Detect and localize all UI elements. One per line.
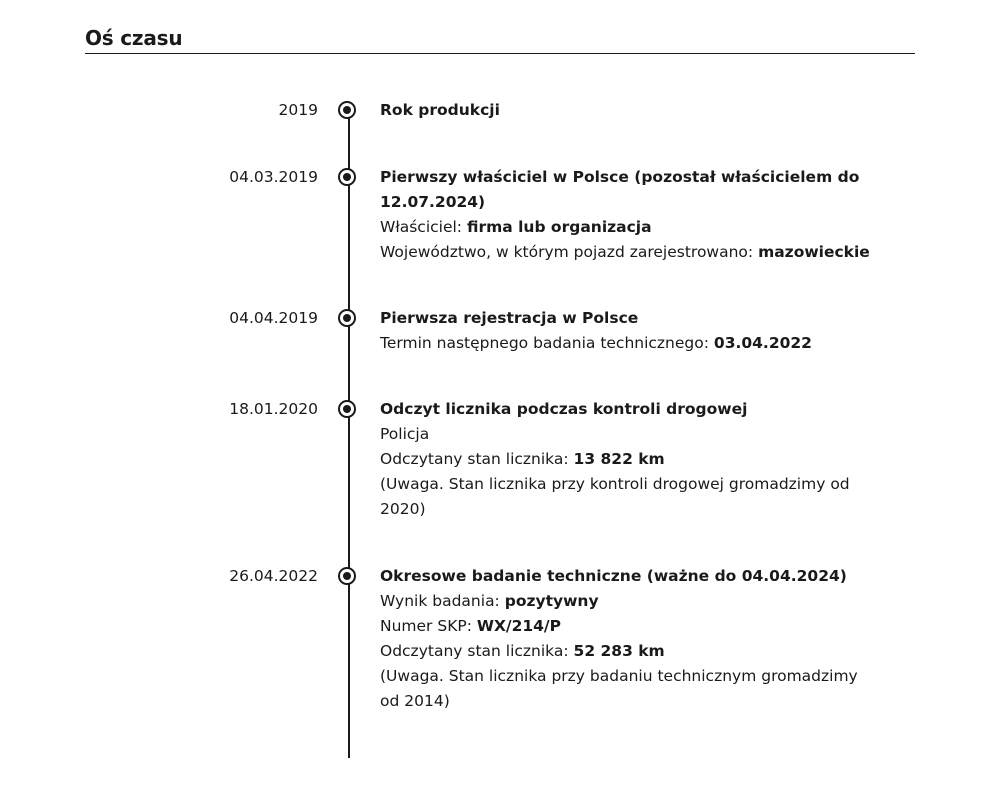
result-value: pozytywny — [504, 592, 599, 610]
entry-body — [380, 397, 870, 522]
entry-title: Okresowe badanie techniczne (ważne do 04.04.2024) — [380, 567, 847, 585]
entry-title: Pierwsza rejestracja w Polsce — [380, 309, 639, 327]
entry-title: Odczyt licznika podczas kontroli drogowej — [380, 400, 748, 418]
next-inspection-row — [380, 331, 870, 356]
entry-date: 2019 — [278, 101, 318, 119]
timeline-header — [85, 24, 915, 54]
note-text: (Uwaga. Stan licznika przy badaniu technicznym gromadzimy od 2014) — [380, 667, 858, 710]
station-label: Numer SKP: — [380, 617, 477, 635]
next-inspection-value: 03.04.2022 — [713, 334, 812, 352]
station-value: WX/214/P — [476, 617, 561, 635]
entry-title: Pierwszy właściciel w Polsce (pozostał właścicielem do 12.07.2024) — [380, 168, 860, 211]
entry-body — [380, 306, 870, 356]
source-text: Policja — [380, 425, 430, 443]
odometer-label: Odczytany stan licznika: — [380, 642, 574, 660]
note-text: (Uwaga. Stan licznika przy kontroli drogowej gromadzimy od 2020) — [380, 475, 850, 518]
entry-title: Rok produkcji — [380, 101, 500, 119]
entry-date: 04.03.2019 — [229, 168, 318, 186]
result-label: Wynik badania: — [380, 592, 505, 610]
odometer-row — [380, 447, 870, 472]
page-title: Oś czasu — [85, 26, 183, 50]
entry-body — [380, 98, 870, 123]
owner-value: firma lub organizacja — [466, 218, 652, 236]
next-inspection-label: Termin następnego badania technicznego: — [380, 334, 714, 352]
station-row — [380, 614, 870, 639]
entry-body — [380, 564, 870, 714]
odometer-label: Odczytany stan licznika: — [380, 450, 574, 468]
timeline-marker-icon — [338, 400, 356, 418]
entry-date: 26.04.2022 — [229, 567, 318, 585]
entry-body — [380, 165, 870, 265]
owner-row — [380, 215, 870, 240]
odometer-value: 52 283 km — [573, 642, 665, 660]
timeline-axis-line — [348, 108, 350, 758]
timeline-marker-icon — [338, 567, 356, 585]
odometer-value: 13 822 km — [573, 450, 665, 468]
voivodeship-value: mazowieckie — [758, 243, 870, 261]
entry-date: 18.01.2020 — [229, 400, 318, 418]
header-divider — [85, 53, 915, 54]
result-row — [380, 589, 870, 614]
timeline-marker-icon — [338, 309, 356, 327]
timeline-marker-icon — [338, 168, 356, 186]
odometer-row — [380, 639, 870, 664]
voivodeship-row — [380, 240, 870, 265]
owner-label: Właściciel: — [380, 218, 467, 236]
voivodeship-label: Województwo, w którym pojazd zarejestrowano: — [380, 243, 759, 261]
timeline-marker-icon — [338, 101, 356, 119]
entry-date: 04.04.2019 — [229, 309, 318, 327]
